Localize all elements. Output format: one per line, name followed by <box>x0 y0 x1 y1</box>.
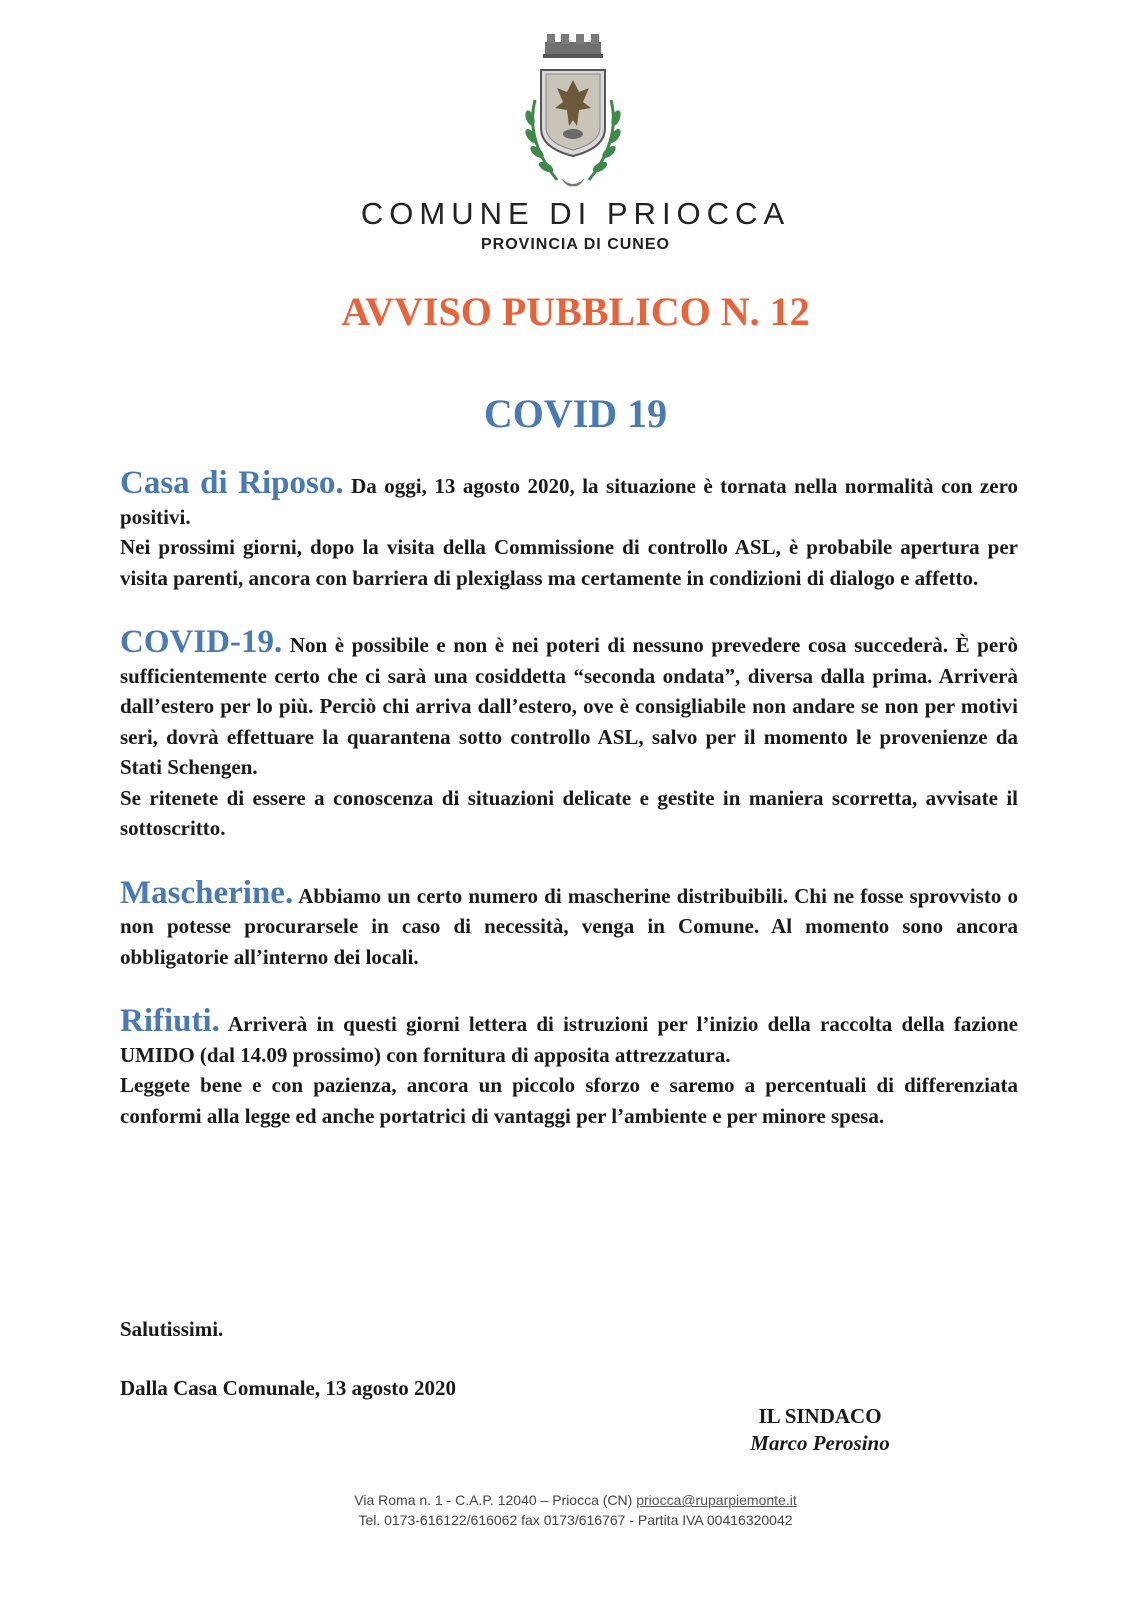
section-heading: Rifiuti. <box>120 1003 220 1039</box>
coat-of-arms-icon <box>513 30 633 200</box>
section-heading: Casa di Riposo. <box>120 465 344 501</box>
notice-subject: COVID 19 <box>483 391 668 436</box>
section-casa-di-riposo <box>120 465 1019 593</box>
signature-block <box>720 1404 920 1456</box>
place-date: Dalla Casa Comunale, 13 agosto 2020 <box>120 1376 457 1400</box>
greeting: Salutissimi. <box>120 1317 224 1341</box>
notice-body <box>120 465 1019 1165</box>
section-rifiuti <box>120 1003 1018 1131</box>
footer <box>0 1490 1131 1530</box>
signer-name: Marco Perosino <box>750 1431 890 1455</box>
province-name: PROVINCIA DI CUNEO <box>481 236 670 253</box>
section-paragraph: Se ritenete di essere a conoscenza di situazioni delicate e gestite in maniera scorretta, avvisate il sottoscritto. <box>120 785 1018 840</box>
section-heading: COVID-19. <box>120 624 283 660</box>
section-mascherine <box>120 874 1019 973</box>
footer-address-line <box>20 1490 1131 1510</box>
footer-contacts: Tel. 0173-616122/616062 fax 0173/616767 - Partita IVA 00416320042 <box>358 1512 793 1528</box>
section-paragraph: Non è possibile e non è nei poteri di nessuno prevedere cosa succederà. È però sufficientemente certo che ci sarà una cosiddetta “seconda ondata”, diversa dalla prima. Arriverà dall’estero per lo più. Perciò chi arriva dall’estero, ove è consigliabile non andare se non per motivi seri, dovrà effettuare la quarantena sotto controllo ASL, salvo per il momento le provenienze da Stati Schengen. <box>120 633 1018 779</box>
section-paragraph: Nei prossimi giorni, dopo la visita della Commissione di controllo ASL, è probabile apertura per visita parenti, ancora con barriera di plexiglass ma certamente in condizioni di dialogo e affetto. <box>120 535 1018 590</box>
notice-title: AVVISO PUBBLICO N. 12 <box>341 289 810 334</box>
signer-role: IL SINDACO <box>758 1404 882 1428</box>
section-heading: Mascherine. <box>120 874 294 911</box>
section-paragraph: Abbiamo un certo numero di mascherine distribuibili. Chi ne fosse sprovvisto o non potesse procurarsele in caso di necessità, venga in Comune. Al momento sono ancora obbligatorie all’interno dei locali. <box>120 883 1019 969</box>
section-paragraph: Da oggi, 13 agosto 2020, la situazione è tornata nella normalità con zero positivi. <box>120 474 1019 529</box>
footer-email-link[interactable]: priocca@ruparpiemonte.it <box>636 1492 797 1508</box>
footer-address: Via Roma n. 1 - C.A.P. 12040 – Priocca (CN) <box>354 1492 633 1508</box>
section-paragraph: Arriverà in questi giorni lettera di istruzioni per l’inizio della raccolta della fazione UMIDO (dal 14.09 prossimo) con fornitura di apposita attrezzatura. <box>120 1012 1018 1067</box>
section-paragraph: Leggete bene e con pazienza, ancora un piccolo sforzo e saremo a percentuali di differenziata conformi alla legge ed anche portatrici di vantaggi per l’ambiente e per minore spesa. <box>120 1073 1018 1128</box>
municipality-name: COMUNE DI PRIOCCA <box>360 196 791 231</box>
section-covid-19 <box>120 624 1018 844</box>
crown-icon <box>543 34 603 58</box>
